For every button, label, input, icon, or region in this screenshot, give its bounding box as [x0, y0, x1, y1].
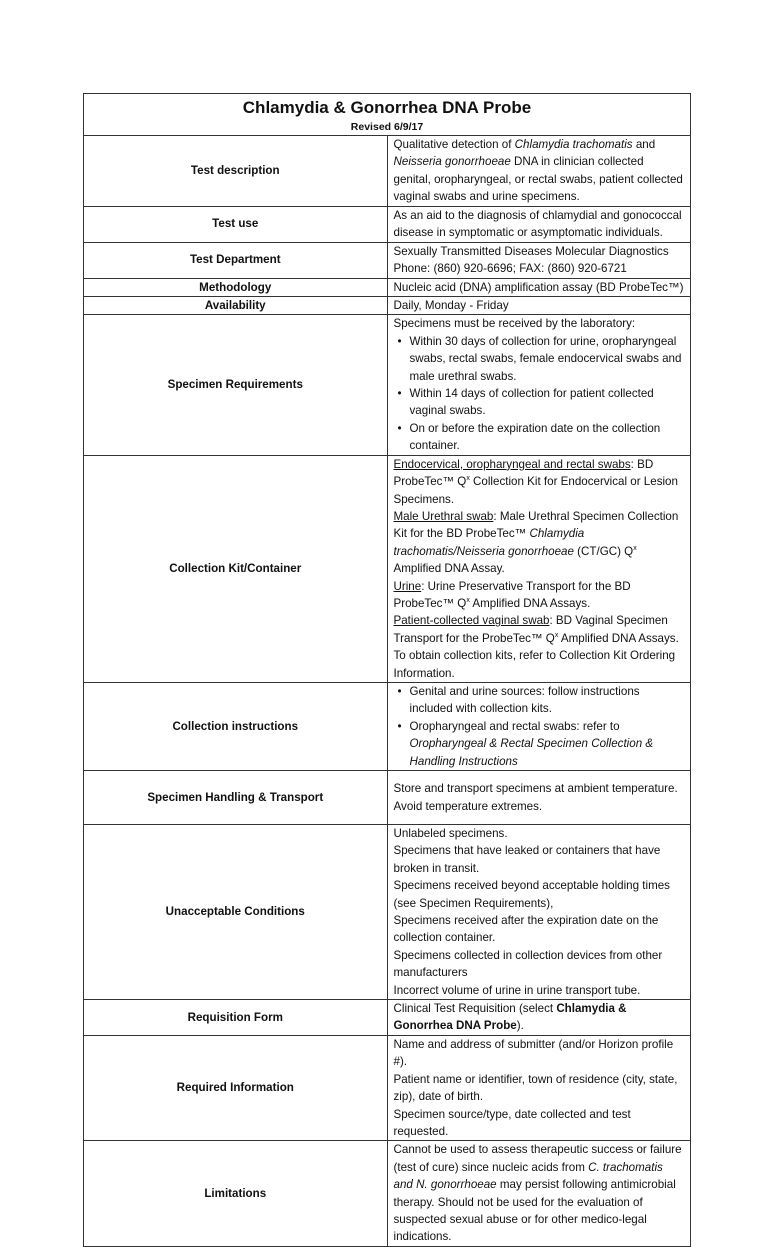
list-item [410, 718, 685, 770]
page-title: Chlamydia & Gonorrhea DNA Probe [242, 97, 532, 117]
text: Oropharyngeal and rectal swabs: refer to [409, 719, 620, 733]
organism-name: Chlamydia trachomatis/Neisseria gonorrhoeae [393, 527, 585, 558]
label-test-department: Test Department [84, 242, 388, 278]
label-availability: Availability [84, 297, 388, 315]
row-collection-kit [84, 455, 691, 682]
label-specimen-requirements: Specimen Requirements [84, 315, 388, 455]
title-cell [84, 94, 691, 136]
value-collection-instructions [387, 682, 691, 770]
condition-line: Unlabeled specimens. [393, 827, 508, 840]
row-test-use [84, 206, 691, 242]
instructions-reference: Oropharyngeal & Rectal Specimen Collection & Handling Instructions [409, 737, 654, 768]
value-methodology: Nucleic acid (DNA) amplification assay (BD ProbeTec™) [387, 278, 691, 296]
condition-line: Specimens that have leaked or containers that have broken in transit. [393, 844, 661, 875]
text: Qualitative detection of [393, 138, 515, 151]
value-collection-kit [387, 455, 691, 682]
requirements-list [394, 333, 685, 455]
list-item: • Within 14 days of collection for patient collected vaginal swabs. [410, 385, 685, 420]
value-specimen-handling [387, 771, 691, 825]
superscript: x [554, 631, 559, 639]
condition-line: Specimens received beyond acceptable holding times (see Specimen Requirements), [393, 879, 670, 910]
value-availability: Daily, Monday - Friday [387, 297, 691, 315]
title-row [84, 94, 691, 136]
handling-line: Store and transport specimens at ambient temperature. [393, 782, 678, 796]
label-specimen-handling: Specimen Handling & Transport [84, 771, 388, 825]
text: : BD Vaginal Specimen Transport for the ProbeTec™ Q [393, 614, 668, 645]
label-unacceptable-conditions: Unacceptable Conditions [84, 825, 388, 1000]
row-test-description [84, 136, 691, 207]
condition-line: Specimens received after the expiration date on the collection container. [393, 914, 659, 945]
kit-male-urethral [394, 508, 685, 578]
row-specimen-handling [84, 771, 691, 825]
label-test-description: Test description [84, 136, 388, 207]
text: : Urine Preservative Transport for the BD ProbeTec™ Q [393, 579, 631, 610]
row-required-information [84, 1035, 691, 1140]
row-methodology [84, 278, 691, 296]
department-name: Sexually Transmitted Diseases Molecular Diagnostics [393, 244, 669, 258]
superscript: x [466, 597, 470, 605]
row-test-department [84, 242, 691, 278]
condition-line: Incorrect volume of urine in urine transport tube. [393, 983, 641, 997]
text: ). [516, 1019, 524, 1033]
lab-test-sheet [83, 93, 691, 1247]
condition-line: Specimens collected in collection devices from other manufacturers [393, 948, 663, 980]
value-requisition-form [387, 1000, 691, 1036]
test-name: Chlamydia & Gonorrhea DNA Probe [393, 1002, 627, 1033]
row-specimen-requirements [84, 315, 691, 455]
handling-line: Avoid temperature extremes. [393, 799, 543, 813]
kit-source: Male Urethral swab [393, 509, 494, 523]
department-phone: Phone: (860) 920-6696; FAX: (860) 920-6721 [393, 262, 627, 276]
text: Collection Kit for Endocervical or Lesion Specimens. [393, 475, 678, 506]
text: Clinical Test Requisition (select [393, 1002, 557, 1016]
text: Amplified DNA Assays. [558, 631, 679, 645]
row-requisition-form [84, 1000, 691, 1036]
kit-source: Patient-collected vaginal swab [393, 614, 550, 628]
row-availability [84, 297, 691, 315]
list-item: • On or before the expiration date on the collection container. [410, 420, 685, 455]
text: Amplified DNA Assay. [393, 562, 505, 576]
text: : Male Urethral Specimen Collection Kit for the BD ProbeTec™ [393, 509, 679, 541]
label-test-use: Test use [84, 206, 388, 242]
list-item: • Genital and urine sources: follow instructions included with collection kits. [410, 683, 685, 718]
revised-date: Revised 6/9/17 [350, 120, 424, 133]
value-test-use: As an aid to the diagnosis of chlamydial and gonococcal disease in symptomatic or asymptomatic individuals. [387, 206, 691, 242]
row-collection-instructions [84, 682, 691, 770]
value-test-department [387, 242, 691, 278]
text: and [632, 138, 656, 151]
organism-name: Chlamydia trachomatis [514, 138, 633, 151]
list-item: • Within 30 days of collection for urine, oropharyngeal swabs, rectal swabs, female endocervical swabs and male urethral swabs. [410, 333, 685, 385]
label-collection-kit: Collection Kit/Container [84, 455, 388, 682]
kit-source: Urine [393, 579, 422, 593]
value-test-description [387, 136, 691, 207]
label-methodology: Methodology [84, 278, 388, 296]
info-line: Specimen source/type, date collected and test requested. [393, 1107, 631, 1138]
row-limitations [84, 1141, 691, 1246]
text: DNA in clinician collected genital, oropharyngeal, or rectal swabs, patient collected vaginal swabs and urine specimens. [393, 155, 683, 204]
value-required-information [387, 1035, 691, 1140]
label-collection-instructions: Collection instructions [84, 682, 388, 770]
superscript: x [466, 475, 470, 483]
text: (CT/GC) Q [573, 544, 634, 558]
value-unacceptable-conditions [387, 825, 691, 1000]
row-unacceptable-conditions [84, 825, 691, 1000]
instructions-list [394, 683, 685, 770]
label-limitations: Limitations [84, 1141, 388, 1246]
info-line: Name and address of submitter (and/or Horizon profile #). [393, 1037, 674, 1069]
text: may persist following antimicrobial therapy. Should not be used for the evaluation of suspected sexual abuse or for other medico-legal indications. [393, 1178, 676, 1244]
info-line: Patient name or identifier, town of residence (city, state, zip), date of birth. [393, 1072, 678, 1104]
text: Amplified DNA Assays. [469, 596, 591, 610]
label-requisition-form: Requisition Form [84, 1000, 388, 1036]
text: : BD ProbeTec™ Q [393, 457, 654, 489]
test-info-table [83, 93, 691, 1247]
value-limitations [387, 1141, 691, 1246]
kit-vaginal [394, 612, 685, 647]
requirements-intro: Specimens must be received by the laboratory: [393, 317, 636, 331]
kit-source: Endocervical, oropharyngeal and rectal swabs [393, 457, 631, 471]
organism-name: C. trachomatis and N. gonorrhoeae [393, 1160, 663, 1192]
kit-endocervical [394, 456, 685, 508]
value-specimen-requirements [387, 315, 691, 455]
text: Cannot be used to assess therapeutic success or failure (test of cure) since nucleic acids from [393, 1143, 682, 1174]
kit-urine [394, 578, 685, 613]
superscript: x [633, 544, 637, 552]
kit-ordering-note: To obtain collection kits, refer to Collection Kit Ordering Information. [393, 649, 676, 680]
label-required-information: Required Information [84, 1035, 388, 1140]
organism-name: Neisseria gonorrhoeae [393, 155, 511, 169]
